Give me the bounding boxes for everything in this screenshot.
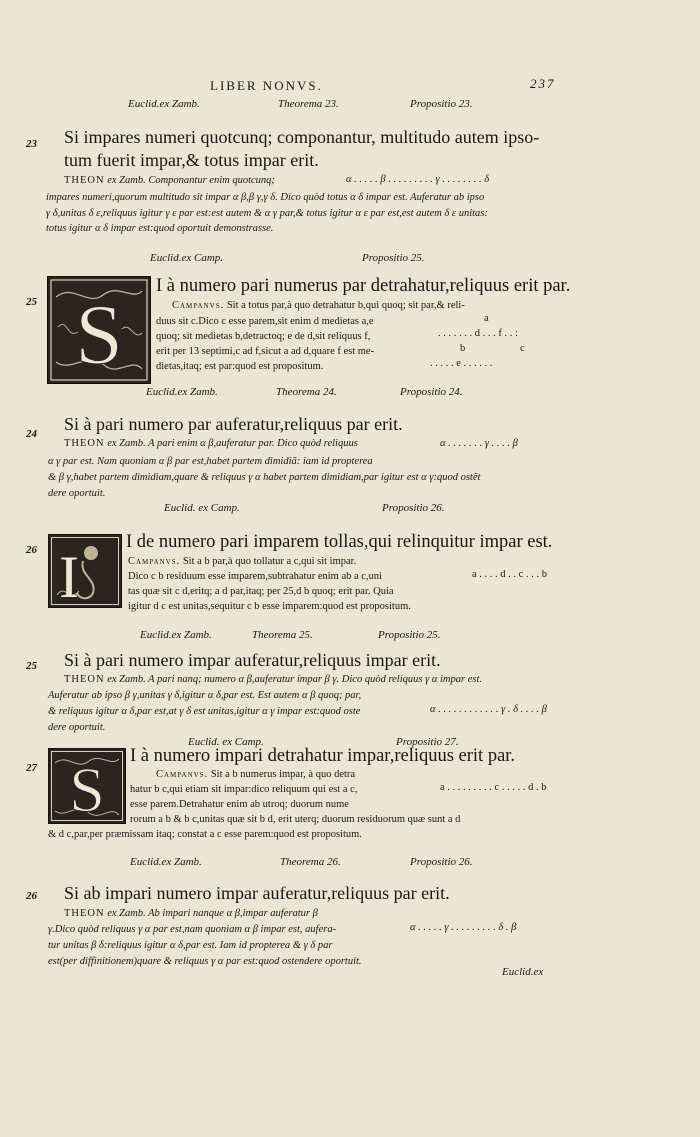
body-line: erit per 13 septimi,c ad f,sicut a ad d,quare f est me- [156, 346, 375, 357]
body-line: duus sit c.Dico c esse parem,sit enim d medietas a,e [156, 316, 374, 327]
margin-number: 23 [26, 138, 37, 150]
line-diagram: α . . . . . . . γ . . . . β [440, 438, 518, 449]
body-line: Auferatur ab ipso β γ,unitas γ δ,igitur α δ,par est. Est autem α β quoq; par, [48, 690, 362, 701]
diagram-label: b [460, 343, 466, 354]
proposition-line: I à numero impari detrahatur impar,reliquus erit par. [130, 746, 516, 766]
body-line: est(per diffinitionem)quare & reliquus γ α par est:quod ostendere oportuit. [48, 956, 362, 967]
diagram-label: a [484, 313, 489, 324]
body-line: ex Zamb. Ab impari nanque α β,impar auferatur β [107, 908, 318, 919]
body-line: Sit a b numerus impar, à quo detra [210, 769, 356, 780]
body-line: α γ par est. Nam quoniam α β par est,habet partem dimidiã: iam id propterea [48, 456, 373, 467]
body-line: hatur b c,qui etiam sit impar:dico reliquum qui est a c, [130, 784, 358, 795]
proposition-line: Si à pari numero par auferatur,reliquus par erit. [64, 414, 403, 434]
body-line: totus igitur α δ impar est:quod oportuit demonstrasse. [46, 223, 274, 234]
body-line: tur unitas β δ:reliquus igitur α δ,par est. Iam id propterea & γ δ par [48, 940, 333, 951]
body-line: dietas,itaq; est par:quod est propositum. [156, 361, 324, 372]
body-line: Sit a totus par,à quo detrahatur b,qui quoq; sit par,& reli- [226, 300, 465, 311]
source-ref: Euclid.ex Zamb. [146, 386, 218, 398]
svg-text:S: S [69, 754, 105, 823]
proposition-ref: Propositio 23. [410, 98, 473, 110]
speaker-label: THEON [64, 438, 105, 449]
proposition-line: Si à pari numero impar auferatur,reliquus impar erit. [64, 650, 441, 670]
source-ref: Euclid.ex Zamb. [130, 856, 202, 868]
margin-number: 25 [26, 296, 37, 308]
proposition-ref: Propositio 27. [396, 736, 459, 748]
body-line: ex Zamb. A pari nanq; numero α β,auferatur impar β γ. Dico quòd reliquus γ α impar est. [107, 674, 482, 685]
body-line: Dico c b residuum esse imparem,subtrahatur enim ab a c,uni [128, 571, 382, 582]
body-line: γ δ,unitas δ ε,reliquus igitur γ ε par est:est autem & α γ par,& totus igitur α ε par est,est autem δ ε unitas: [46, 208, 488, 219]
body-line: & β γ,habet partem dimidiam,quare & reliquus γ α habet partem dimidiam,par igitur est α γ:quod ostẽt [48, 472, 481, 483]
proposition-line: Si impares numeri quotcunq; componantur, multitudo autem ipso- [64, 127, 540, 147]
proposition-ref: Propositio 25. [378, 629, 441, 641]
source-ref: Euclid. ex Camp. [164, 502, 240, 514]
margin-number: 26 [26, 890, 37, 902]
diagram-line: . . . . . . . d . . . f . . : [438, 328, 518, 339]
diagram-line: . . . . . e . . . . . . [430, 358, 493, 369]
body-line: & reliquus igitur α δ,par est,at γ δ est unitas,igitur α γ impar est:quod oste [48, 706, 361, 717]
body-line: dere oportuit. [48, 488, 106, 499]
proposition-ref: Propositio 24. [400, 386, 463, 398]
body-line: igitur d c est unitas,sequitur c b esse imparem:quod est propositum. [128, 601, 411, 612]
speaker-label: THEON [64, 908, 105, 919]
body-line: dere oportuit. [48, 722, 106, 733]
source-ref: Euclid.ex Camp. [150, 252, 224, 264]
proposition-line: tum fuerit impar,& totus impar erit. [64, 150, 319, 170]
body-line: & d c,par,per præmissam itaq; constat a c esse parem:quod est propositum. [48, 829, 362, 840]
decorated-initial-s [48, 748, 126, 824]
margin-number: 24 [26, 428, 37, 440]
decorated-initial-i [48, 534, 122, 608]
proposition-ref: Propositio 25. [362, 252, 425, 264]
body-line: tas quæ sit c d,eritq; a d par,itaq; per 25,d b quoq; erit par. Quia [128, 586, 394, 597]
body-line: rorum a b & b c,unitas quæ sit b d, erit uterq; duorum residuorum quæ sunt a d [130, 814, 461, 825]
proposition-ref: Propositio 26. [410, 856, 473, 868]
theorem-ref: Theorema 24. [276, 386, 337, 398]
speaker-label: Campanvs. [156, 769, 209, 780]
speaker-label: THEON [64, 674, 105, 685]
line-diagram: α . . . . . β . . . . . . . . . γ . . . . . . . . δ [346, 174, 490, 185]
proposition-line: I à numero pari numerus par detrahatur,reliquus erit par. [156, 276, 571, 296]
theorem-ref: Theorema 25. [252, 629, 313, 641]
speaker-label: Campanvs. [128, 556, 181, 567]
body-line: Sit a b par,à quo tollatur a c,qui sit impar. [182, 556, 357, 567]
margin-number: 26 [26, 544, 37, 556]
line-diagram: a . . . . d . . c . . . b [472, 569, 547, 580]
proposition-line: I de numero pari imparem tollas,qui relinquitur impar est. [126, 532, 553, 552]
decorated-initial-s [47, 276, 151, 384]
body-line: γ.Dico quòd reliquus γ α par est,nam quoniam α β impar est, aufera- [48, 924, 337, 935]
theorem-ref: Theorema 23. [278, 98, 339, 110]
source-ref: Euclid. ex Camp. [188, 736, 264, 748]
margin-number: 25 [26, 660, 37, 672]
body-line: ex Zamb. A pari enim α β,auferatur par. Dico quòd reliquus [107, 438, 358, 449]
line-diagram: α . . . . . . . . . . . . γ . δ . . . . β [430, 704, 547, 715]
margin-number: 27 [26, 762, 37, 774]
line-diagram: α . . . . . γ . . . . . . . . . δ . β [410, 922, 517, 933]
speaker-label: THEON [64, 175, 105, 186]
running-head: LIBER NONVS. [210, 78, 323, 93]
diagram-label: c [520, 343, 525, 354]
body-line: esse parem.Detrahatur enim ab utroq; duorum nume [130, 799, 349, 810]
source-ref: Euclid.ex Zamb. [128, 98, 200, 110]
svg-text:S: S [75, 286, 123, 382]
body-line: ex Zamb. Componantur enim quotcunq; [107, 175, 275, 186]
speaker-label: Campanvs. [172, 300, 225, 311]
proposition-ref: Propositio 26. [382, 502, 445, 514]
catchword: Euclid.ex [502, 966, 544, 978]
line-diagram: a . . . . . . . . . c . . . . . d . b [440, 782, 547, 793]
theorem-ref: Theorema 26. [280, 856, 341, 868]
body-line: impares numeri,quorum multitudo sit impar α β,β γ,γ δ. Dico quòd totus α δ impar est. Auferatur ab ipso [46, 192, 485, 203]
body-line: quoq; sit medietas b,detractoq; e de d,sit reliquus f, [156, 331, 371, 342]
source-ref: Euclid.ex Zamb. [140, 629, 212, 641]
svg-text:I: I [59, 544, 79, 607]
page-number: 237 [530, 76, 556, 91]
proposition-line: Si ab impari numero impar auferatur,reliquus par erit. [64, 883, 450, 903]
